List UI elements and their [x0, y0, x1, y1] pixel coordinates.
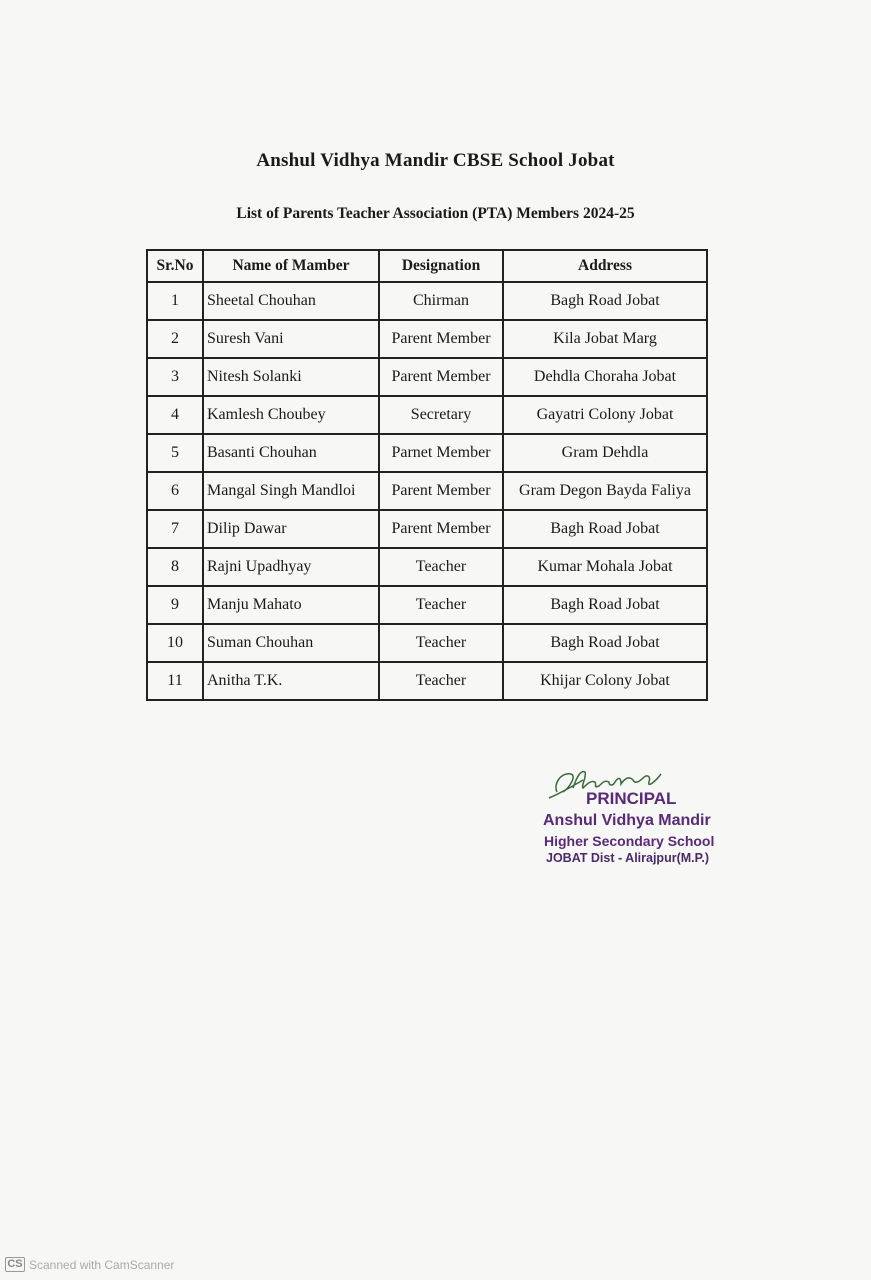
cell-address: Khijar Colony Jobat — [503, 662, 707, 700]
cell-sr-no: 8 — [147, 548, 203, 586]
stamp-school-name: Anshul Vidhya Mandir — [543, 812, 711, 829]
table-row — [147, 548, 707, 586]
cell-name: Kamlesh Choubey — [203, 396, 379, 434]
cell-address: Gayatri Colony Jobat — [503, 396, 707, 434]
cell-designation: Teacher — [379, 548, 503, 586]
cell-designation: Parent Member — [379, 510, 503, 548]
cell-address: Gram Degon Bayda Faliya — [503, 472, 707, 510]
header-designation: Designation — [379, 250, 503, 282]
cell-name: Nitesh Solanki — [203, 358, 379, 396]
cell-sr-no: 7 — [147, 510, 203, 548]
header-address: Address — [503, 250, 707, 282]
cell-address: Kila Jobat Marg — [503, 320, 707, 358]
cell-sr-no: 2 — [147, 320, 203, 358]
cell-designation: Teacher — [379, 586, 503, 624]
cell-address: Dehdla Choraha Jobat — [503, 358, 707, 396]
cell-sr-no: 9 — [147, 586, 203, 624]
school-title: Anshul Vidhya Mandir CBSE School Jobat — [256, 150, 615, 171]
camscanner-text: Scanned with CamScanner — [29, 1257, 175, 1272]
table-row — [147, 434, 707, 472]
cell-address: Bagh Road Jobat — [503, 282, 707, 320]
cell-name: Suman Chouhan — [203, 624, 379, 662]
cell-sr-no: 3 — [147, 358, 203, 396]
header-sr-no: Sr.No — [147, 250, 203, 282]
cell-address: Bagh Road Jobat — [503, 586, 707, 624]
cell-name: Rajni Upadhyay — [203, 548, 379, 586]
cell-sr-no: 10 — [147, 624, 203, 662]
cell-address: Gram Dehdla — [503, 434, 707, 472]
cell-sr-no: 1 — [147, 282, 203, 320]
cell-sr-no: 4 — [147, 396, 203, 434]
table-row — [147, 662, 707, 700]
header-name: Name of Mamber — [203, 250, 379, 282]
cell-address: Bagh Road Jobat — [503, 510, 707, 548]
table-row — [147, 472, 707, 510]
table-row — [147, 320, 707, 358]
cell-designation: Parent Member — [379, 472, 503, 510]
cell-address: Bagh Road Jobat — [503, 624, 707, 662]
cell-designation: Teacher — [379, 624, 503, 662]
cell-name: Manju Mahato — [203, 586, 379, 624]
cell-name: Dilip Dawar — [203, 510, 379, 548]
cell-designation: Parent Member — [379, 320, 503, 358]
cell-designation: Teacher — [379, 662, 503, 700]
table-row — [147, 586, 707, 624]
camscanner-logo-icon: CS — [5, 1257, 25, 1272]
cell-sr-no: 5 — [147, 434, 203, 472]
cell-name: Suresh Vani — [203, 320, 379, 358]
cell-designation: Secretary — [379, 396, 503, 434]
cell-sr-no: 11 — [147, 662, 203, 700]
cell-name: Anitha T.K. — [203, 662, 379, 700]
table-row — [147, 624, 707, 662]
pta-members-table — [146, 249, 708, 701]
list-subtitle: List of Parents Teacher Association (PTA) Members 2024-25 — [236, 205, 635, 222]
table-header-row — [147, 250, 707, 282]
table-row — [147, 396, 707, 434]
stamp-location: JOBAT Dist - Alirajpur(M.P.) — [546, 851, 709, 865]
table-row — [147, 510, 707, 548]
cell-designation: Parent Member — [379, 358, 503, 396]
stamp-school-type: Higher Secondary School — [544, 833, 715, 849]
camscanner-watermark — [5, 1256, 174, 1273]
table-row — [147, 282, 707, 320]
table-row — [147, 358, 707, 396]
cell-name: Mangal Singh Mandloi — [203, 472, 379, 510]
cell-name: Sheetal Chouhan — [203, 282, 379, 320]
cell-sr-no: 6 — [147, 472, 203, 510]
stamp-role: PRINCIPAL — [586, 789, 677, 808]
cell-designation: Chirman — [379, 282, 503, 320]
cell-address: Kumar Mohala Jobat — [503, 548, 707, 586]
cell-name: Basanti Chouhan — [203, 434, 379, 472]
cell-designation: Parnet Member — [379, 434, 503, 472]
